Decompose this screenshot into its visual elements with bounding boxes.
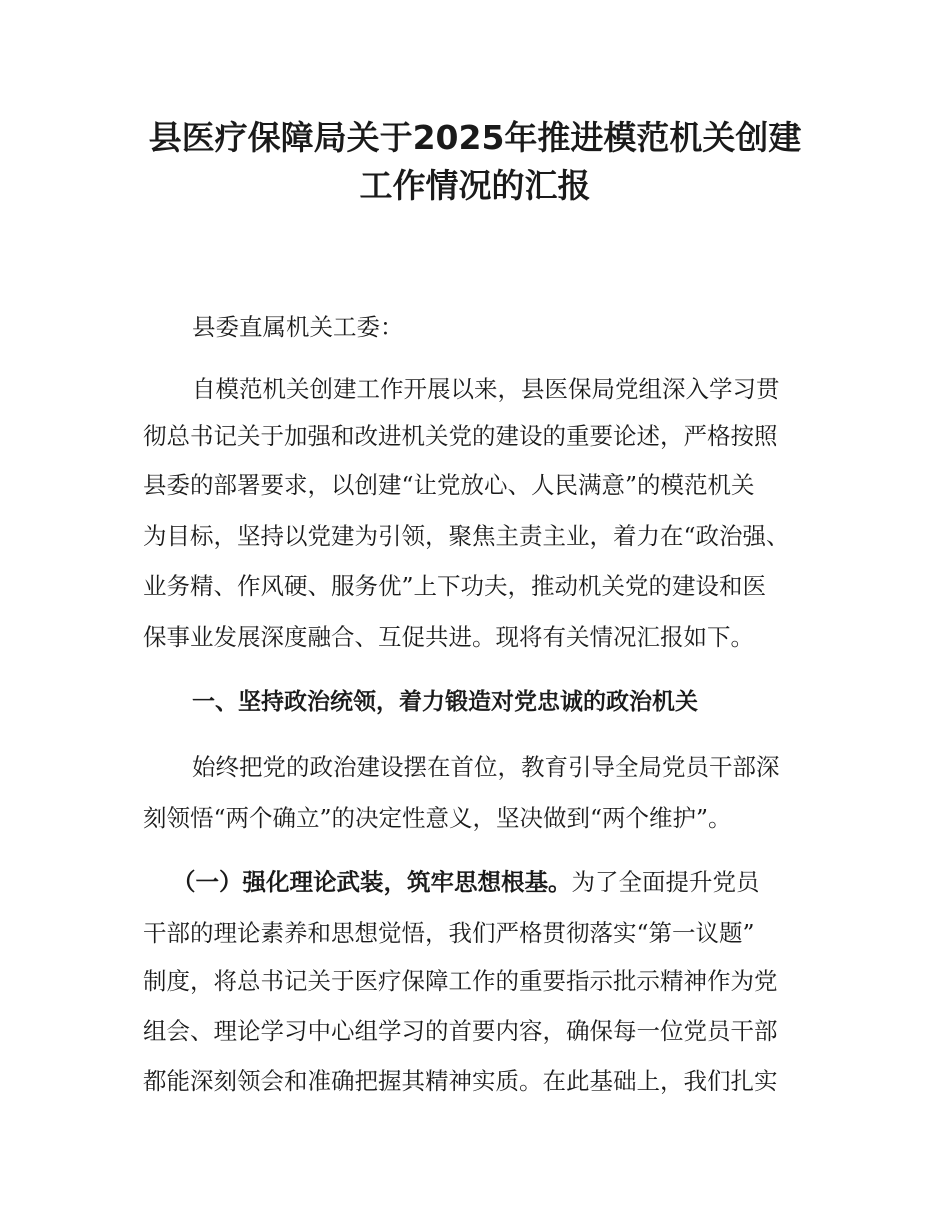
para1-line-2: 彻总书记关于加强和改进机关党的建设的重要论述，严格按照 <box>143 422 778 450</box>
para2-line-1: 始终把党的政治建设摆在首位，教育引导全局党员干部深 <box>192 753 780 781</box>
para3-line-1 <box>172 867 760 897</box>
subsection-1-heading: （一）强化理论武装，筑牢思想根基。 <box>172 868 572 896</box>
para1-line-3: 县委的部署要求，以创建“让党放心、人民满意”的模范机关 <box>143 471 755 499</box>
para1-line-1: 自模范机关创建工作开展以来，县医保局党组深入学习贯 <box>192 375 780 403</box>
para1-line-4: 为目标，坚持以党建为引领，聚焦主责主业，着力在“政治强、 <box>143 522 790 550</box>
para3-line-1-rest: 为了全面提升党员 <box>571 868 760 896</box>
para1-line-5: 业务精、作风硬、服务优”上下功夫，推动机关党的建设和医 <box>143 572 767 600</box>
section-1-heading: 一、坚持政治统领，着力锻造对党忠诚的政治机关 <box>192 689 698 715</box>
document-title-line-1: 县医疗保障局关于2025年推进模范机关创建 <box>148 118 802 157</box>
salutation: 县委直属机关工委： <box>192 313 404 341</box>
document-title-line-2: 工作情况的汇报 <box>359 166 591 205</box>
para3-line-2: 干部的理论素养和思想觉悟，我们严格贯彻落实“第一议题” <box>143 919 755 947</box>
para2-line-2: 刻领悟“两个确立”的决定性意义，坚决做到“两个维护”。 <box>143 804 732 832</box>
para3-line-3: 制度，将总书记关于医疗保障工作的重要指示批示精神作为党 <box>143 967 778 995</box>
para3-line-5: 都能深刻领会和准确把握其精神实质。在此基础上，我们扎实 <box>143 1067 778 1095</box>
para1-line-6: 保事业发展深度融合、互促共进。现将有关情况汇报如下。 <box>143 623 754 651</box>
para3-line-4: 组会、理论学习中心组学习的首要内容，确保每一位党员干部 <box>143 1017 778 1045</box>
